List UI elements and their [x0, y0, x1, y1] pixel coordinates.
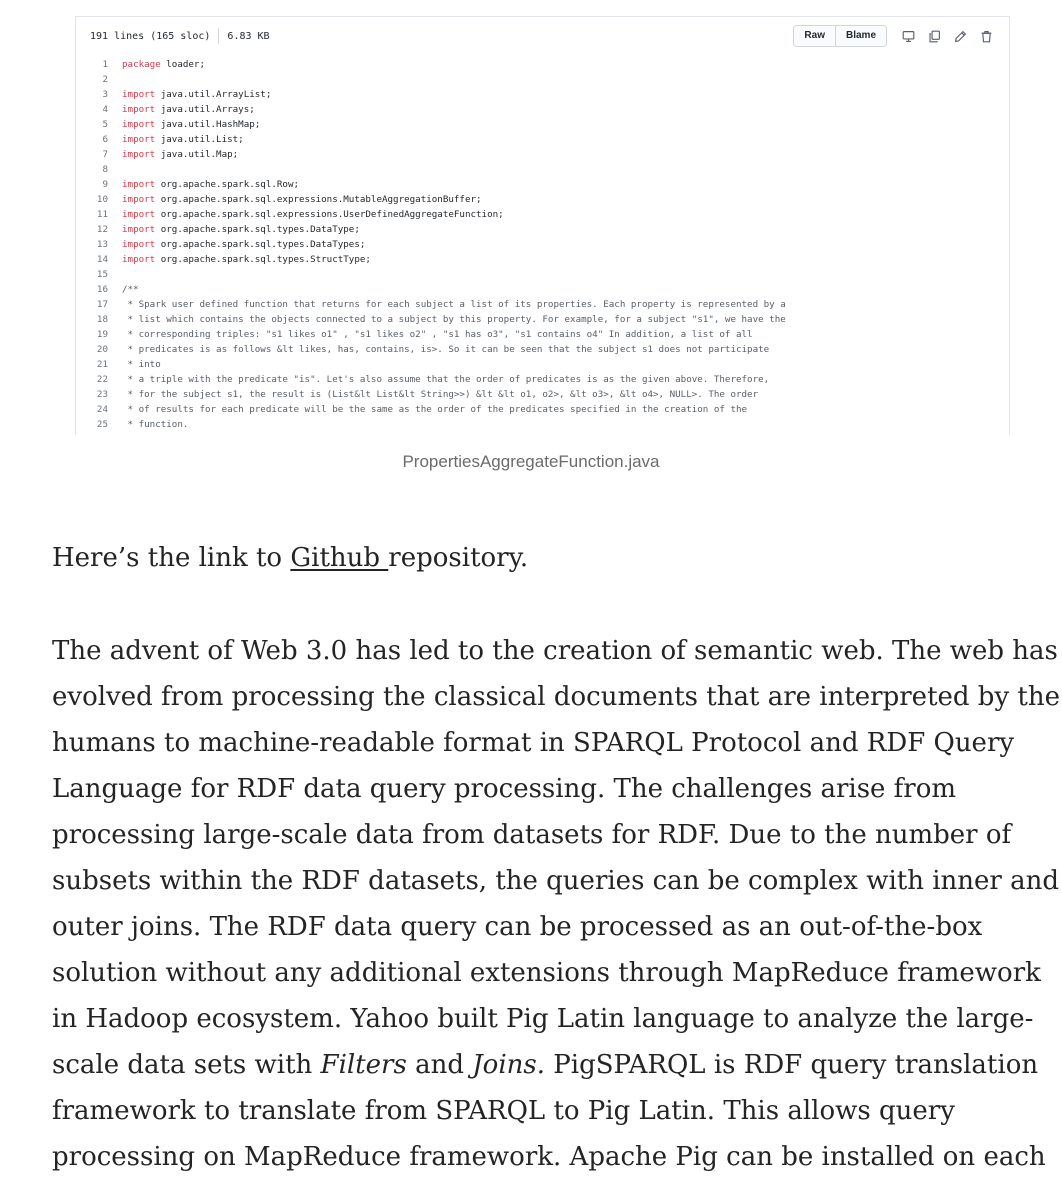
code-line	[76, 132, 1009, 147]
code-text	[122, 117, 1009, 132]
paragraph-github-link	[52, 535, 1047, 581]
line-number[interactable]: 21	[96, 359, 108, 370]
emphasis-filters: Filters	[320, 1050, 407, 1080]
text-line: outer joins. The RDF data query can be processed as an out-of-the-box	[52, 912, 983, 942]
code-keyword: import	[122, 209, 156, 220]
code-line	[76, 102, 1009, 117]
text-line: humans to machine-readable format in SPARQL Protocol and RDF Query	[52, 728, 1015, 758]
code-line	[76, 147, 1009, 162]
figure-caption: PropertiesAggregateFunction.java	[402, 452, 660, 471]
code-keyword: import	[122, 149, 156, 160]
text-line: processing large-scale data from datasets for RDF. Due to the number of	[52, 820, 1012, 850]
github-link[interactable]: Github	[290, 543, 389, 573]
paragraph-text: Here’s the link to	[52, 543, 291, 573]
line-number[interactable]: 22	[96, 374, 108, 385]
text-line: in Hadoop ecosystem. Yahoo built Pig Latin language to analyze the large-	[52, 1004, 1034, 1034]
code-line	[76, 402, 1009, 417]
code-line	[76, 327, 1009, 342]
divider	[218, 28, 219, 44]
text-line: Language for RDF data query processing. The challenges arise from	[52, 774, 957, 804]
blame-button[interactable]: Blame	[835, 26, 886, 46]
text-fragment: scale data sets with	[52, 1050, 321, 1080]
code-identifier: org.apache.spark.sql.types.DataType;	[155, 224, 360, 235]
code-comment: * for the subject s1, the result is (List&lt List&lt String>>) &lt &lt o1, o2>, &lt o3>, &lt o4>, NULL>. The order	[122, 389, 759, 400]
code-text	[122, 417, 1009, 432]
code-identifier: loader;	[160, 59, 205, 70]
text-line: framework to translate from SPARQL to Pig Latin. This allows query	[52, 1096, 955, 1126]
code-keyword: import	[122, 224, 156, 235]
file-header	[76, 17, 1009, 55]
code-line	[76, 417, 1009, 432]
code-keyword: import	[122, 134, 156, 145]
code-keyword: import	[122, 254, 156, 265]
code-identifier: org.apache.spark.sql.Row;	[155, 179, 300, 190]
text-line: subsets within the RDF datasets, the queries can be complex with inner and	[52, 866, 1059, 896]
file-actions	[793, 25, 997, 47]
code-keyword: import	[122, 89, 156, 100]
code-line	[76, 267, 1009, 282]
code-keyword: import	[122, 104, 156, 115]
line-number[interactable]: 9	[102, 179, 108, 190]
code-line	[76, 207, 1009, 222]
lines-count: 191 lines (165 sloc)	[90, 30, 211, 42]
code-screenshot-figure	[75, 16, 1010, 435]
code-line	[76, 297, 1009, 312]
file-info	[90, 28, 270, 44]
code-text	[122, 282, 1009, 297]
line-number[interactable]: 7	[102, 149, 108, 160]
line-number[interactable]: 20	[96, 344, 108, 355]
code-line	[76, 192, 1009, 207]
code-text	[122, 72, 1009, 87]
code-text	[122, 342, 1009, 357]
code-keyword: import	[122, 179, 156, 190]
line-number[interactable]: 18	[96, 314, 108, 325]
text-line	[52, 1042, 1047, 1088]
code-line	[76, 282, 1009, 297]
line-number[interactable]: 23	[96, 389, 108, 400]
code-comment: * predicates is as follows &lt likes, has, contains, is>. So it can be seen that the subject s1 does not participate	[122, 344, 770, 355]
code-text	[122, 327, 1009, 342]
line-number[interactable]: 11	[96, 209, 108, 220]
code-identifier: java.util.Map;	[155, 149, 239, 160]
code-text	[122, 312, 1009, 327]
raw-button[interactable]: Raw	[794, 26, 835, 46]
line-number[interactable]: 13	[96, 239, 108, 250]
code-text	[122, 252, 1009, 267]
code-comment: * into	[122, 359, 161, 370]
code-text	[122, 162, 1009, 177]
line-number[interactable]: 25	[96, 419, 108, 430]
code-comment: * of results for each predicate will be the same as the order of the predicates specified in the creation of the	[122, 404, 748, 415]
text-line: The advent of Web 3.0 has led to the creation of semantic web. The web has	[52, 636, 1058, 666]
code-text	[122, 207, 1009, 222]
code-comment: * a triple with the predicate "is". Let's also assume that the order of predicates is as the given above. Therefore,	[122, 374, 770, 385]
code-text	[122, 402, 1009, 417]
code-keyword: import	[122, 194, 156, 205]
code-text	[122, 132, 1009, 147]
code-identifier: org.apache.spark.sql.types.DataTypes;	[155, 239, 366, 250]
text-fragment: and	[406, 1050, 473, 1080]
code-text	[122, 297, 1009, 312]
code-line	[76, 342, 1009, 357]
code-line	[76, 72, 1009, 87]
code-keyword: import	[122, 119, 156, 130]
code-line	[76, 117, 1009, 132]
copy-icon[interactable]	[923, 26, 945, 46]
desktop-icon[interactable]	[897, 26, 919, 46]
line-number[interactable]: 24	[96, 404, 108, 415]
code-text	[122, 357, 1009, 372]
line-number[interactable]: 19	[96, 329, 108, 340]
paragraph-text: repository.	[388, 543, 529, 573]
code-text	[122, 177, 1009, 192]
code-identifier: java.util.List;	[155, 134, 244, 145]
text-fragment: PigSPARQL is RDF query translation	[545, 1050, 1039, 1080]
code-line	[76, 357, 1009, 372]
code-text	[122, 192, 1009, 207]
code-identifier: org.apache.spark.sql.expressions.MutableAggregationBuffer;	[155, 194, 482, 205]
line-number[interactable]: 4	[102, 104, 108, 115]
line-number[interactable]: 8	[102, 164, 108, 175]
code-identifier: java.util.ArrayList;	[155, 89, 272, 100]
code-identifier: java.util.Arrays;	[155, 104, 255, 115]
code-body	[76, 55, 1009, 432]
emphasis-joins: Joins.	[472, 1050, 545, 1080]
line-number[interactable]: 5	[102, 119, 108, 130]
line-number[interactable]: 12	[96, 224, 108, 235]
code-line	[76, 312, 1009, 327]
code-text	[122, 102, 1009, 117]
trash-icon[interactable]	[975, 26, 997, 46]
code-line	[76, 87, 1009, 102]
pencil-icon[interactable]	[949, 26, 971, 46]
line-number[interactable]: 17	[96, 299, 108, 310]
code-line	[76, 222, 1009, 237]
code-line	[76, 162, 1009, 177]
code-comment: * corresponding triples: "s1 likes o1" , "s1 likes o2" , "s1 has o3", "s1 contains o4" In addition, a list of all	[122, 329, 753, 340]
text-line: evolved from processing the classical documents that are interpreted by the	[52, 682, 1060, 712]
code-text	[122, 222, 1009, 237]
code-identifier: java.util.HashMap;	[155, 119, 261, 130]
text-line: solution without any additional extensions through MapReduce framework	[52, 958, 1041, 988]
code-text	[122, 372, 1009, 387]
code-comment: * function.	[122, 419, 189, 430]
code-text	[122, 387, 1009, 402]
code-text	[122, 87, 1009, 102]
text-line: processing on MapReduce framework. Apache Pig can be installed on each	[52, 1142, 1046, 1172]
code-comment: /**	[122, 284, 139, 295]
code-line	[76, 237, 1009, 252]
line-number[interactable]: 2	[102, 74, 108, 85]
code-text	[122, 57, 1009, 72]
code-line	[76, 177, 1009, 192]
paragraph-semantic-web	[52, 628, 1060, 1180]
code-keyword: import	[122, 239, 156, 250]
line-number[interactable]: 3	[102, 89, 108, 100]
code-comment: * list which contains the objects connected to a subject by this property. For example, for a subject "s1", we have the	[122, 314, 786, 325]
code-text	[122, 267, 1009, 282]
file-size: 6.83 KB	[227, 30, 270, 42]
code-line	[76, 372, 1009, 387]
code-comment: * Spark user defined function that returns for each subject a list of its properties. Each property is represented by a	[122, 299, 786, 310]
line-number[interactable]: 10	[96, 194, 108, 205]
code-text	[122, 147, 1009, 162]
code-line	[76, 57, 1009, 72]
line-number[interactable]: 6	[102, 134, 108, 145]
code-identifier: org.apache.spark.sql.expressions.UserDefinedAggregateFunction;	[155, 209, 504, 220]
line-number[interactable]: 15	[96, 269, 108, 280]
code-keyword: package	[122, 59, 161, 70]
code-identifier: org.apache.spark.sql.types.StructType;	[155, 254, 371, 265]
code-text	[122, 237, 1009, 252]
code-line	[76, 252, 1009, 267]
line-number[interactable]: 16	[96, 284, 108, 295]
view-button-group	[793, 25, 887, 47]
code-line	[76, 387, 1009, 402]
line-number[interactable]: 14	[96, 254, 108, 265]
line-number[interactable]: 1	[102, 59, 108, 70]
